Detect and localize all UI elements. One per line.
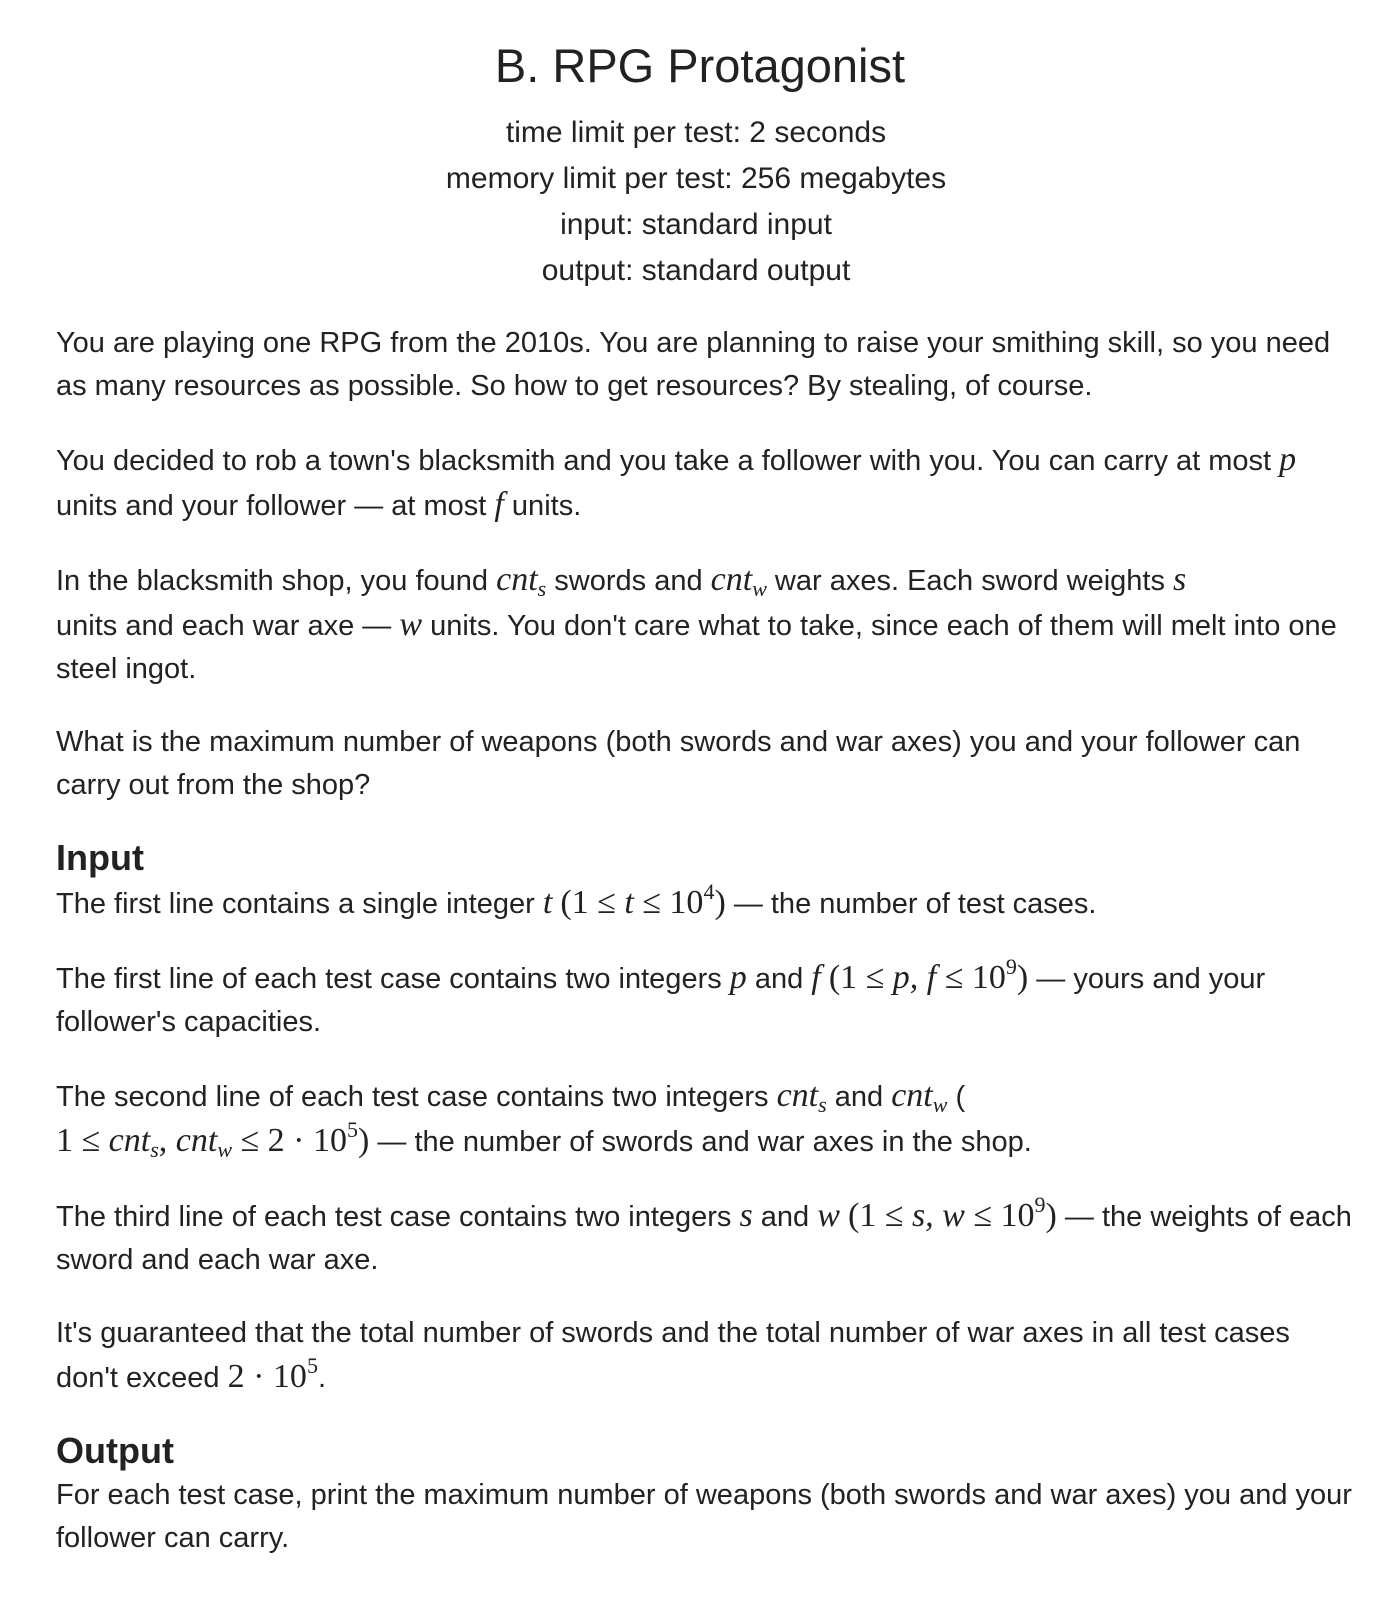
math-p: p bbox=[1279, 441, 1297, 478]
math-w: w bbox=[399, 606, 423, 643]
math-range: ≤ 2 · 10 bbox=[232, 1122, 347, 1159]
math-exp: 9 bbox=[1005, 954, 1017, 979]
math-exp: 5 bbox=[347, 1117, 358, 1142]
math-f: f bbox=[494, 486, 504, 523]
input-line-2 bbox=[56, 956, 1356, 1044]
math-range: ) bbox=[1016, 959, 1029, 996]
problem-statement bbox=[56, 322, 1356, 1590]
text: and bbox=[826, 1081, 892, 1113]
text: The second line of each test case contains two integers bbox=[56, 1081, 777, 1113]
statement-paragraph-1: You are playing one RPG from the 2010s. You are planning to raise your smithing skill, so you need as many resources as possible. So how to get resources? By stealing, of course. bbox=[56, 327, 1331, 402]
math-exp: 9 bbox=[1034, 1192, 1046, 1217]
math-sub-w: w bbox=[752, 576, 767, 601]
math-range: ≤ 10 bbox=[633, 884, 704, 921]
input-heading: Input bbox=[56, 837, 144, 878]
input-line-5 bbox=[56, 1312, 1356, 1400]
math-cnt: cnt bbox=[175, 1122, 218, 1159]
output-heading: Output bbox=[56, 1430, 174, 1471]
math-sub-s: s bbox=[818, 1092, 827, 1117]
math-exp: 5 bbox=[306, 1353, 318, 1378]
math-range: , bbox=[158, 1122, 176, 1159]
math-range: ) bbox=[1045, 1197, 1057, 1234]
math-cnt: cnt bbox=[776, 1077, 819, 1114]
math-vars: p, f bbox=[892, 959, 937, 996]
math-s: s bbox=[739, 1197, 753, 1234]
math-t: t bbox=[542, 884, 553, 921]
text: — the number of swords and war axes in the shop. bbox=[369, 1126, 1032, 1158]
text: The first line contains a single integer bbox=[56, 888, 543, 920]
math-sub-s: s bbox=[537, 576, 547, 601]
text: — yours and your follower's capacities. bbox=[56, 963, 1266, 1038]
math-cnt: cnt bbox=[108, 1122, 151, 1159]
text: units and your follower — at most bbox=[56, 490, 495, 522]
math-sub-s: s bbox=[150, 1137, 159, 1162]
math-range: 1 ≤ bbox=[56, 1122, 109, 1159]
output-text: For each test case, print the maximum number of weapons (both swords and war axes) you and your follower can carry. bbox=[56, 1479, 1352, 1554]
text: In the blacksmith shop, you found bbox=[56, 565, 497, 597]
text: The third line of each test case contains two integers bbox=[56, 1201, 740, 1233]
input-line-4 bbox=[56, 1194, 1356, 1282]
input-line-3 bbox=[56, 1074, 1356, 1164]
math-s: s bbox=[1173, 561, 1187, 598]
math-range: ≤ 10 bbox=[964, 1197, 1035, 1234]
math-total: 2 · 10 bbox=[227, 1358, 307, 1395]
text: units. bbox=[503, 490, 582, 522]
output-spec: output: standard output bbox=[541, 254, 851, 287]
text: The first line of each test case contains two integers bbox=[56, 963, 730, 995]
math-range: ) bbox=[714, 884, 726, 921]
statement-paragraph-3 bbox=[56, 558, 1356, 691]
text: It's guaranteed that the total number of swords and the total number of war axes in all test cases don't exceed bbox=[56, 1317, 1290, 1394]
math-range: (1 ≤ bbox=[828, 959, 893, 996]
math-cnt: cnt bbox=[496, 561, 538, 598]
math-w: w bbox=[817, 1197, 840, 1234]
time-limit: time limit per test: 2 seconds bbox=[505, 116, 887, 149]
text: — the weights of each sword and each war axe. bbox=[56, 1201, 1352, 1276]
math-sub-w: w bbox=[217, 1137, 233, 1162]
math-vars: s, w bbox=[911, 1197, 965, 1234]
math-range: ) bbox=[358, 1122, 370, 1159]
math-sub-w: w bbox=[932, 1092, 948, 1117]
memory-limit: memory limit per test: 256 megabytes bbox=[445, 162, 947, 195]
text: ( bbox=[947, 1081, 966, 1113]
text: units and each war axe — bbox=[56, 610, 400, 642]
input-spec: input: standard input bbox=[560, 208, 832, 241]
math-t: t bbox=[624, 884, 634, 921]
math-exp: 4 bbox=[703, 879, 715, 904]
text: — the number of test cases. bbox=[725, 888, 1097, 920]
text: and bbox=[746, 963, 812, 995]
statement-paragraph-4: What is the maximum number of weapons (both swords and war axes) you and your follower can carry out from the shop? bbox=[56, 726, 1301, 801]
math-range: (1 ≤ bbox=[560, 884, 625, 921]
text: and bbox=[752, 1201, 818, 1233]
text: You decided to rob a town's blacksmith and you take a follower with you. You can carry at most bbox=[56, 445, 1280, 477]
math-range: (1 ≤ bbox=[847, 1197, 912, 1234]
problem-header bbox=[0, 36, 1392, 294]
problem-title: B. RPG Protagonist bbox=[494, 39, 906, 92]
math-p: p bbox=[729, 959, 747, 996]
text: units. You don't care what to take, since each of them will melt into one steel ingot. bbox=[56, 610, 1337, 685]
text: swords and bbox=[546, 565, 711, 597]
math-cnt: cnt bbox=[710, 561, 753, 598]
math-cnt: cnt bbox=[891, 1077, 933, 1114]
math-f: f bbox=[811, 959, 821, 996]
statement-paragraph-2 bbox=[56, 438, 1356, 528]
text: war axes. Each sword weights bbox=[766, 565, 1174, 597]
math-range: ≤ 10 bbox=[936, 959, 1006, 996]
input-line-1 bbox=[56, 881, 1356, 926]
text: . bbox=[317, 1362, 326, 1394]
